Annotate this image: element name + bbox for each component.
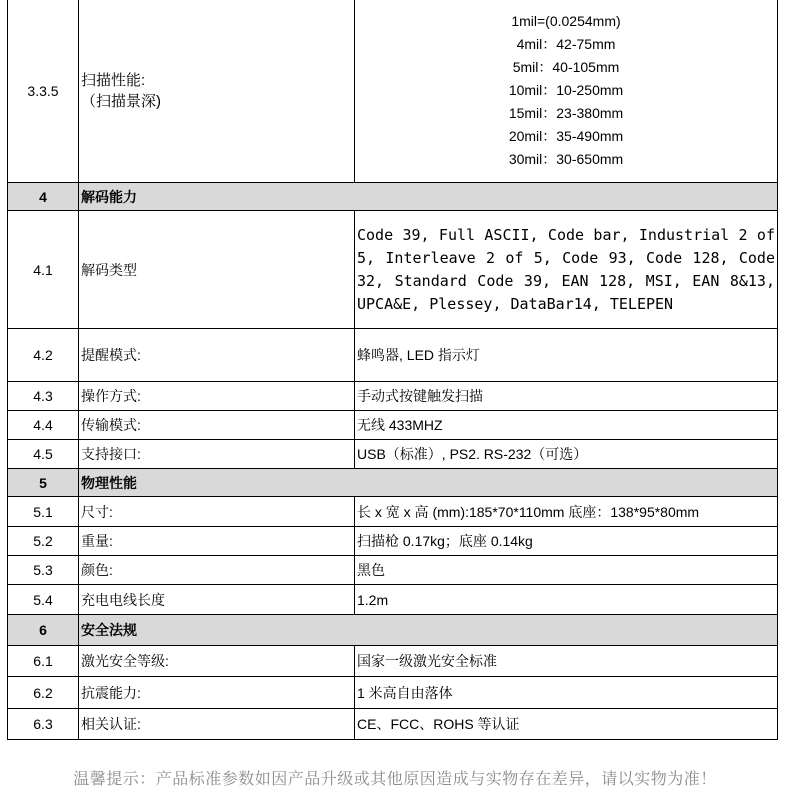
row-label: 颜色: <box>79 556 355 585</box>
row-value: 1 米高自由落体 <box>355 677 778 709</box>
row-label: 支持接口: <box>79 440 355 469</box>
spec-row-4-2 <box>8 329 778 382</box>
row-number: 4.3 <box>8 382 79 411</box>
row-value: 黑色 <box>355 556 778 585</box>
row-value <box>355 0 778 183</box>
row-label: 激光安全等级: <box>79 646 355 677</box>
row-value: CE、FCC、ROHS 等认证 <box>355 709 778 740</box>
row-number: 5.2 <box>8 527 79 556</box>
row-number: 6.2 <box>8 677 79 709</box>
row-number: 5.1 <box>8 497 79 527</box>
section-title: 物理性能 <box>79 469 778 497</box>
row-number: 5.4 <box>8 585 79 615</box>
row-value: 蜂鸣器, LED 指示灯 <box>355 329 778 382</box>
row-number: 5.3 <box>8 556 79 585</box>
row-label: 抗震能力: <box>79 677 355 709</box>
depth-of-field-line: 5mil：40-105mm <box>512 59 620 75</box>
spec-row-3-3-5 <box>8 0 778 183</box>
depth-of-field-line: 1mil=(0.0254mm) <box>511 13 621 29</box>
section-header-5 <box>8 469 778 497</box>
section-header-6 <box>8 615 778 646</box>
row-label <box>79 0 355 183</box>
row-value: 扫描枪 0.17kg；底座 0.14kg <box>355 527 778 556</box>
spec-row-4-1 <box>8 211 778 329</box>
row-label: 尺寸: <box>79 497 355 527</box>
row-number: 3.3.5 <box>8 0 79 183</box>
row-value: 国家一级激光安全标准 <box>355 646 778 677</box>
spec-row-4-5 <box>8 440 778 469</box>
spec-row-5-4 <box>8 585 778 615</box>
row-label: 重量: <box>79 527 355 556</box>
row-value: USB（标准）, PS2. RS-232（可选） <box>355 440 778 469</box>
row-number: 4.1 <box>8 211 79 329</box>
spec-row-6-2 <box>8 677 778 709</box>
depth-of-field-line: 30mil：30-650mm <box>508 151 624 167</box>
row-value: 无线 433MHZ <box>355 411 778 440</box>
row-number: 4.4 <box>8 411 79 440</box>
spec-row-6-3 <box>8 709 778 740</box>
spec-row-5-1 <box>8 497 778 527</box>
row-label: 相关认证: <box>79 709 355 740</box>
row-value: 长 x 宽 x 高 (mm):185*70*110mm 底座：138*95*80mm <box>355 497 778 527</box>
depth-of-field-line: 4mil：42-75mm <box>516 36 616 52</box>
row-label: 充电电线长度 <box>79 585 355 615</box>
spec-table <box>7 0 778 740</box>
row-label: 传输模式: <box>79 411 355 440</box>
section-number: 4 <box>8 183 79 211</box>
row-label: 解码类型 <box>79 211 355 329</box>
row-label-line: 扫描性能: <box>81 71 146 89</box>
spec-row-5-2 <box>8 527 778 556</box>
row-number: 6.3 <box>8 709 79 740</box>
depth-of-field-line: 15mil：23-380mm <box>508 105 624 121</box>
row-value: 手动式按键触发扫描 <box>355 382 778 411</box>
section-title: 解码能力 <box>79 183 778 211</box>
spec-row-6-1 <box>8 646 778 677</box>
section-number: 5 <box>8 469 79 497</box>
section-title: 安全法规 <box>79 615 778 646</box>
row-value: 1.2m <box>355 585 778 615</box>
row-label: 提醒模式: <box>79 329 355 382</box>
row-number: 4.5 <box>8 440 79 469</box>
disclaimer-note: 温馨提示：产品标准参数如因产品升级或其他原因造成与实物存在差异，请以实物为准！ <box>73 771 717 788</box>
depth-of-field-line: 20mil：35-490mm <box>508 128 624 144</box>
spec-row-4-4 <box>8 411 778 440</box>
row-value: Code 39, Full ASCII, Code bar, Industrial 2 of 5, Interleave 2 of 5, Code 93, Code 128, Code 32, Standard Code 39, EAN 128, MSI, EAN 8&13, UPCA&E, Plessey, DataBar14, TELEPEN <box>355 211 778 329</box>
spec-row-4-3 <box>8 382 778 411</box>
row-label: 操作方式: <box>79 382 355 411</box>
row-number: 6.1 <box>8 646 79 677</box>
section-number: 6 <box>8 615 79 646</box>
depth-of-field-line: 10mil：10-250mm <box>508 82 624 98</box>
row-label-line: （扫描景深) <box>81 92 161 110</box>
row-number: 4.2 <box>8 329 79 382</box>
spec-row-5-3 <box>8 556 778 585</box>
section-header-4 <box>8 183 778 211</box>
